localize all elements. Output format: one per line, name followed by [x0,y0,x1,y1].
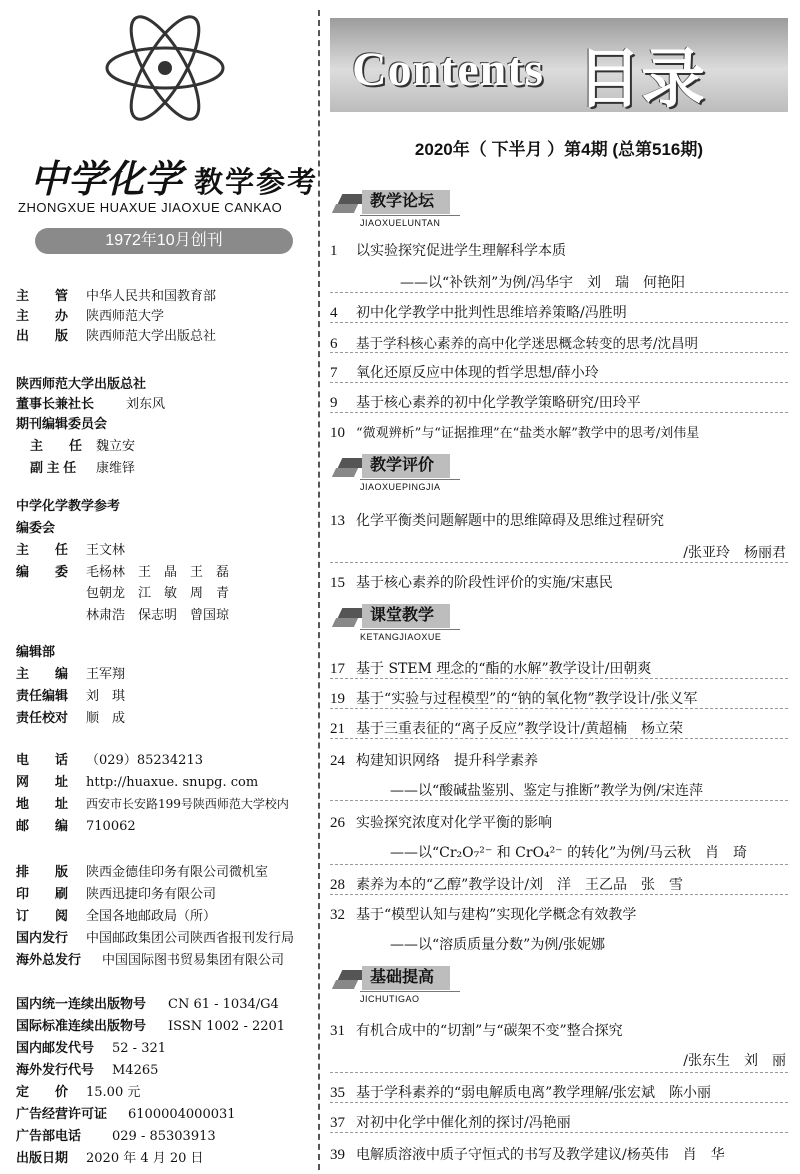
section-header [330,964,455,1010]
toc-entry[interactable]: 10 “微观辨析”与“证据推理”在“盐类水解”教学中的思考/刘伟星 [330,425,700,441]
toc-entry[interactable]: 19 基于“实验与过程模型”的“钠的氧化物”教学设计/张义军 [330,691,698,707]
toc-separator [330,382,788,383]
board-label: 编委会 [16,520,56,535]
toc-separator [330,738,788,739]
toc-entry[interactable]: 17 基于 STEM 理念的“酯的水解”教学设计/田朝爽 [330,661,652,677]
toc-entry[interactable]: 4 初中化学教学中批判性思维培养策略/冯胜明 [330,305,627,321]
section-pinyin: JIAOXUELUNTAN [360,218,441,228]
dept-row: 责任校对 顺 成 [16,710,126,726]
toc-separator [330,562,788,563]
toc-entry[interactable]: 6 基于学科核心素养的高中化学迷思概念转变的思考/沈昌明 [330,336,699,352]
toc-separator [330,678,788,679]
logo-subtitle: 教学参考 [194,165,319,199]
toc-entry[interactable]: 24 构建知识网络 提升科学素养 [330,753,538,769]
toc-separator [330,292,788,293]
toc-separator [330,322,788,323]
toc-separator [330,412,788,413]
masthead-column [0,0,319,1174]
section-pinyin: KETANGJIAOXUE [360,632,442,642]
committee-vice: 副 主 任 康维铎 [30,460,136,476]
toc-entry[interactable]: 1 以实验探究促进学生理解科学本质 [330,243,566,259]
contact-row: 网 址 http://huaxue. snupg. com [16,774,259,790]
section-label: 基础提高 [362,966,450,990]
atom-icon [100,8,230,128]
toc-separator [330,800,788,801]
contact-row: 地 址 西安市长安路199号陕西师范大学校内 [16,796,289,811]
toc-entry[interactable]: 31 有机合成中的“切割”与“碳架不变”整合探究 [330,1023,623,1039]
toc-entry[interactable]: 7 氧化还原反应中体现的哲学思想/薛小玲 [330,365,599,381]
journal-label: 中学化学教学参考 [16,498,121,513]
toc-separator [330,352,788,353]
toc-entry[interactable]: 15 基于核心素养的阶段性评价的实施/宋惠民 [330,575,613,591]
toc-entry-cont[interactable]: /张亚玲 杨丽君 [683,545,786,561]
contact-row: 电 话 （029）85234213 [16,752,203,768]
section-header [330,452,455,498]
toc-separator [330,1072,788,1073]
section-pinyin: JICHUTIGAO [360,994,420,1004]
code-row: 海外发行代号 M4265 [16,1062,159,1078]
contents-title-en: Contents [352,43,545,96]
dept-row: 责任编辑 刘 琪 [16,688,126,704]
issue-line: 2020年（ 下半月 ）第4期 (总第516期) [414,140,704,159]
toc-entry-cont[interactable]: ——以“补铁剂”为例/冯华宇 刘 瑞 何艳阳 [400,275,686,291]
code-row: 定 价 15.00 元 [16,1084,141,1100]
section-label: 教学论坛 [362,190,450,214]
board-members: 包朝龙 江 敏 周 青 [86,586,230,601]
column-divider [318,10,320,1170]
printing-row: 国内发行 中国邮政集团公司陕西省报刊发行局 [16,930,295,946]
sponsor-row: 主 管 中华人民共和国教育部 [16,288,217,304]
code-row: 广告部电话 029 - 85303913 [16,1128,216,1144]
contents-banner [330,18,788,117]
toc-separator [330,708,788,709]
toc-separator [330,864,788,865]
toc-entry-cont[interactable]: ——以“溶质质量分数”为例/张妮娜 [390,937,606,953]
sponsor-row: 出 版 陕西师范大学出版总社 [16,328,217,344]
publisher-head: 董事长兼社长 刘东风 [16,396,166,412]
section-header [330,188,455,234]
publisher-name: 陕西师范大学出版总社 [16,376,147,391]
toc-entry[interactable]: 13 化学平衡类问题解题中的思维障碍及思维过程研究 [330,513,664,529]
printing-row: 印 刷 陕西迅捷印务有限公司 [16,886,217,902]
board-chief: 主 任 王文林 [16,542,126,558]
dept-title: 编辑部 [16,644,56,659]
toc-entry[interactable]: 21 基于三重表征的“离子反应”教学设计/黄超楠 杨立荣 [330,721,684,737]
section-label: 课堂教学 [362,604,450,628]
founded-badge: 1972年10月创刊 [35,228,293,254]
contact-row: 邮 编 710062 [16,818,136,834]
code-row: 国内统一连续出版物号 CN 61 - 1034/G4 [16,996,279,1012]
committee-title: 期刊编辑委员会 [16,416,108,431]
toc-entry[interactable]: 39 电解质溶液中质子守恒式的书写及教学建议/杨英伟 肖 华 [330,1147,725,1163]
toc-entry-cont[interactable]: ——以“酸碱盐鉴别、鉴定与推断”教学为例/宋连萍 [390,783,704,799]
printing-row: 排 版 陕西金德佳印务有限公司微机室 [16,864,269,880]
section-pinyin: JIAOXUEPINGJIA [360,482,441,492]
board-members: 编 委 毛杨林 王 晶 王 磊 [16,564,230,580]
section-header [330,602,455,648]
code-row: 出版日期 2020 年 4 月 20 日 [16,1150,204,1166]
toc-entry[interactable]: 32 基于“模型认知与建构”实现化学概念有效教学 [330,907,637,923]
toc-entry-cont[interactable]: ——以“Cr₂O₇²⁻ 和 CrO₄²⁻ 的转化”为例/马云秋 肖 琦 [390,845,747,861]
toc-entry[interactable]: 9 基于核心素养的初中化学教学策略研究/田玲平 [330,395,641,411]
journal-logo [30,148,318,203]
toc-entry[interactable]: 37 对初中化学中催化剂的探讨/冯艳丽 [330,1115,571,1131]
printing-row: 海外总发行 中国国际图书贸易集团有限公司 [16,952,285,968]
toc-entry-cont[interactable]: /张东生 刘 丽 [683,1053,786,1069]
code-row: 国际标准连续出版物号 ISSN 1002 - 2201 [16,1018,286,1034]
printing-row: 订 阅 全国各地邮政局（所） [16,908,217,924]
contents-title-cn: 目录 [577,43,705,117]
logo-calligraphy: 中学化学 [30,156,183,201]
dept-row: 主 编 王军翔 [16,666,126,682]
section-label: 教学评价 [362,454,450,478]
toc-entry[interactable]: 26 实验探究浓度对化学平衡的影响 [330,815,552,831]
journal-name-en: ZHONGXUE HUAXUE JIAOXUE CANKAO [18,200,283,215]
code-row: 国内邮发代号 52 - 321 [16,1040,167,1056]
code-row: 广告经营许可证 6100004000031 [16,1106,236,1122]
toc-separator [330,1102,788,1103]
committee-chair: 主 任 魏立安 [30,438,136,454]
sponsor-row: 主 办 陕西师范大学 [16,308,165,324]
board-members: 林肃浩 保志明 曾国琼 [86,608,230,623]
toc-entry[interactable]: 28 素养为本的“乙醇”教学设计/刘 洋 王乙品 张 雪 [330,877,684,893]
toc-separator [330,1132,788,1133]
toc-separator [330,894,788,895]
toc-entry[interactable]: 35 基于学科素养的“弱电解质电离”教学理解/张宏斌 陈小丽 [330,1085,712,1101]
